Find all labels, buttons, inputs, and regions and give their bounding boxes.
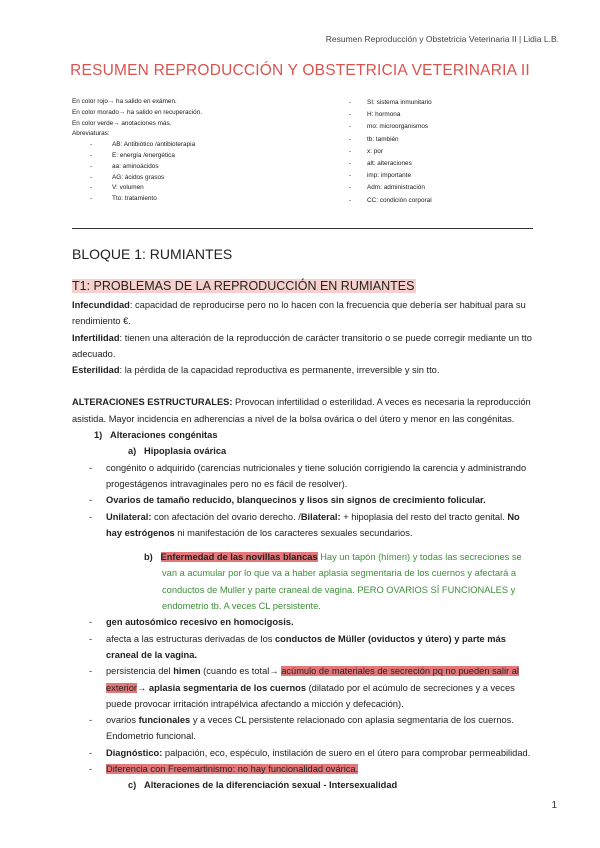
page-number: 1 <box>551 800 557 811</box>
structural-alterations: ALTERACIONES ESTRUCTURALES: Provocan infertilidad o esterilidad. A veces es necesaria la reproducción asistida. Mayor incidencia en adherencias a nivel de la bolsa ovárica o del útero y menor en las congénitas. <box>72 397 531 424</box>
abbr-item: - CC: condición corporal <box>349 196 432 204</box>
hipoplasia-heading: a) Hipoplasia ovárica <box>128 446 227 457</box>
hipoplasia-list <box>72 460 534 541</box>
abbr-item: - x: por <box>349 147 383 155</box>
abbr-item: - imp: importante <box>349 172 412 180</box>
list-item: - Unilateral: con afectación del ovario derecho. /Bilateral: + hipoplasia del resto del tracto genital. No hay estrógenos ni manifestación de los caracteres sexuales secundarios. <box>89 511 520 538</box>
novillas-highlight: Enfermedad de las novillas blancas <box>160 552 318 563</box>
block-heading: BLOQUE 1: RUMIANTES <box>72 246 233 262</box>
legend-red: En color rojo→ ha salido en exámen. <box>72 98 177 105</box>
novillas-list <box>72 614 534 777</box>
abbr-item: - Tto: tratamiento <box>90 195 157 203</box>
abbr-item: - E: energía /energética <box>90 151 175 159</box>
abbr-item: - H: hormona <box>349 111 401 119</box>
section-divider <box>72 228 533 229</box>
list-item: - congénito o adquirido (carencias nutricionales y tiene solución corrigiendo la carencia y administrando progestágenos intravaginales pero no es fácil de resolver). <box>89 462 527 489</box>
list-item: - ovarios funcionales y a veces CL persistente relacionado con aplasia segmentaria de los cuernos. Endometrio funcional. <box>89 715 514 742</box>
legend-purple: En color morado→ ha salido en recuperación. <box>72 108 203 116</box>
abbr-item: - alt: alteraciones <box>349 160 412 168</box>
abbr-heading: Abreviaturas: <box>72 130 110 138</box>
exam-highlight: acúmulo de materiales de secreción pq no pueden salir al exterior <box>106 666 519 693</box>
congenital-heading: 1) Alteraciones congénitas <box>94 430 218 441</box>
running-header: Resumen Reproducción y Obstetricia Veterinaria II | Lidia L.B. <box>325 34 559 44</box>
intersex-heading: c) Alteraciones de la diferenciación sexual - Intersexualidad <box>128 780 398 791</box>
topic-heading: T1: PROBLEMAS DE LA REPRODUCCIÓN EN RUMIANTES <box>72 279 415 293</box>
abbr-item: - Adm: administración <box>349 184 425 192</box>
abbr-item: - aa: aminoácidos <box>90 162 159 170</box>
definition-infecundidad: Infecundidad: capacidad de reproducirse pero no lo hacen con la frecuencia que debería ser habitual para su rendimiento €. <box>72 300 526 327</box>
abbr-item: - AB: Antibiótico /antibioterapia <box>90 141 196 149</box>
list-item: - persistencia del himen (cuando es total→ acúmulo de materiales de secreción pq no pueden salir al exterior→ aplasia segmentaria de los cuernos (dilatado por el acúmulo de secreciones y a veces puede provocar irritación intrapélvica afectando a micción y defecación). <box>89 666 519 709</box>
list-item: - Diagnóstico: palpación, eco, espéculo, instilación de suero en el útero para comprobar permeabilidad. <box>89 747 531 758</box>
document-body <box>72 297 534 794</box>
document-title: RESUMEN REPRODUCCIÓN Y OBSTETRICIA VETERINARIA II <box>70 62 530 79</box>
abbr-item: - AG: ácidos grasos <box>90 173 165 181</box>
novillas-heading: b) Enfermedad de las novillas blancas Hay un tapón (hímen) y todas las secreciones se van a acumular por lo que va a haber aplasia segmentaria de los cuernos y afectará a conductos de Muller y parte craneal de vagina. PERO OVARIOS SÍ FUNCIONALES y endometrio tb. A veces CL persistente. <box>144 552 522 612</box>
list-item: - Diferencia con Freemartinismo: no hay funcionalidad ovárica. <box>89 764 359 775</box>
definition-infertilidad: Infertilidad: tienen una alteración de la reproducción de carácter transitorio o se puede corregir mediante un tto adecuado. <box>72 332 532 359</box>
legend-green: En color verde→ anotaciones más. <box>72 119 172 127</box>
green-note: Hay un tapón (hímen) y todas las secreciones se van a acumular por lo que va a haber aplasia segmentaria de los cuernos y afectará a conductos de Muller y parte craneal de vagina. PERO OVARIOS SÍ FUNCIONALES y endometrio tb. A veces CL persistente. <box>162 552 522 612</box>
exam-highlight: Diferencia con Freemartinismo: no hay funcionalidad ovárica. <box>106 764 359 775</box>
abbr-item: - tb: también <box>349 135 399 143</box>
abbr-item: - SI: sistema inmunitario <box>349 99 432 106</box>
list-item: - Ovarios de tamaño reducido, blanquecinos y lisos sin signos de crecimiento folicular. <box>89 495 486 506</box>
definition-esterilidad: Esterilidad: la pérdida de la capacidad reproductiva es permanente, irreversible y sin tto. <box>72 365 440 376</box>
abbr-item: - mo: microorganismos <box>349 123 429 131</box>
legend-left <box>72 97 202 205</box>
abbr-item: - V: volumen <box>90 184 144 192</box>
list-item: - gen autosómico recesivo en homocigosis. <box>89 617 294 628</box>
list-item: - afecta a las estructuras derivadas de los conductos de Müller (oviductos y útero) y parte más craneal de la vagina. <box>89 633 506 660</box>
legend-right <box>349 97 432 207</box>
